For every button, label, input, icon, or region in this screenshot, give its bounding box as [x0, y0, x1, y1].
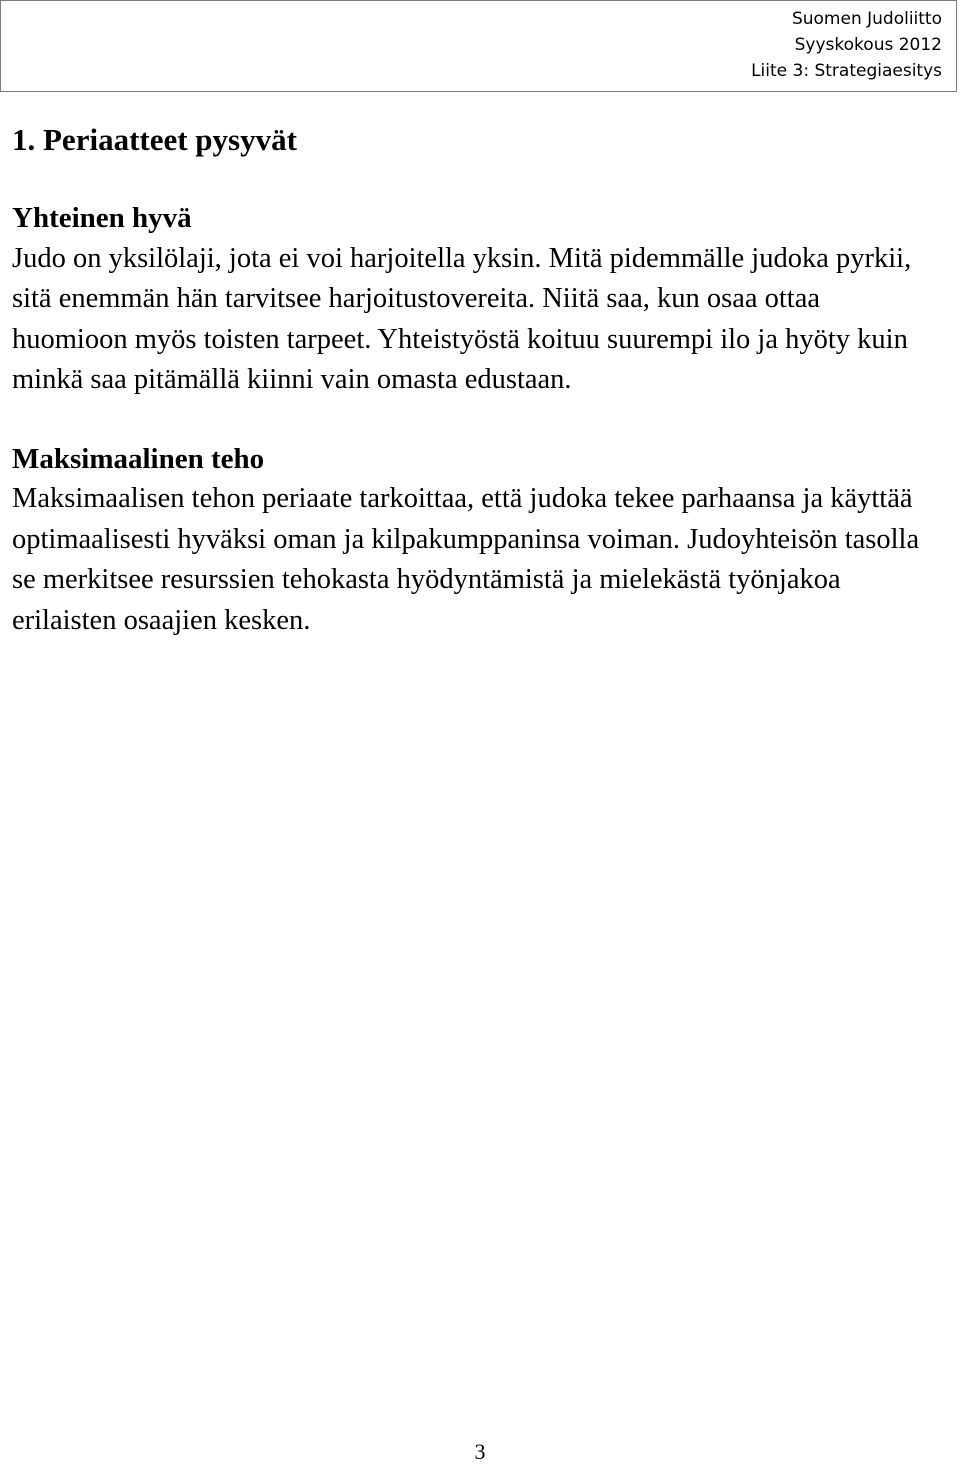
spacer	[12, 401, 942, 439]
section-maksimaalinen-teho	[12, 439, 942, 642]
header-attachment: Liite 3: Strategiaesitys	[751, 61, 942, 81]
spacer	[12, 164, 942, 198]
page-number: 3	[474, 1439, 486, 1464]
document-content	[12, 116, 942, 641]
header-meeting: Syyskokous 2012	[794, 35, 942, 55]
section-body: Judo on yksilölaji, jota ei voi harjoitella yksin. Mitä pidemmälle judoka pyrkii, sitä enemmän hän tarvitsee harjoitustovereita. Niitä saa, kun osaa ottaa huomioon myös toisten tarpeet. Yhteistyöstä koituu suurempi ilo ja hyöty kuin minkä saa pitämällä kiinni vain omasta edustaan.	[12, 242, 912, 395]
page-header	[0, 0, 957, 92]
page-title: 1. Periaatteet pysyvät	[12, 122, 297, 157]
section-heading: Yhteinen hyvä	[12, 202, 192, 234]
section-body: Maksimaalisen tehon periaate tarkoittaa, että judoka tekee parhaansa ja käyttää optimaalisesti hyväksi oman ja kilpakumppaninsa voiman. Judoyhteisön tasolla se merkitsee resurssien tehokasta hyödyntämistä ja mielekästä työnjakoa erilaisten osaajien kesken.	[12, 483, 920, 636]
section-yhteinen-hyva	[12, 198, 942, 401]
header-organization: Suomen Judoliitto	[791, 9, 942, 29]
header-text-block	[751, 6, 942, 84]
section-heading: Maksimaalinen teho	[12, 442, 265, 475]
